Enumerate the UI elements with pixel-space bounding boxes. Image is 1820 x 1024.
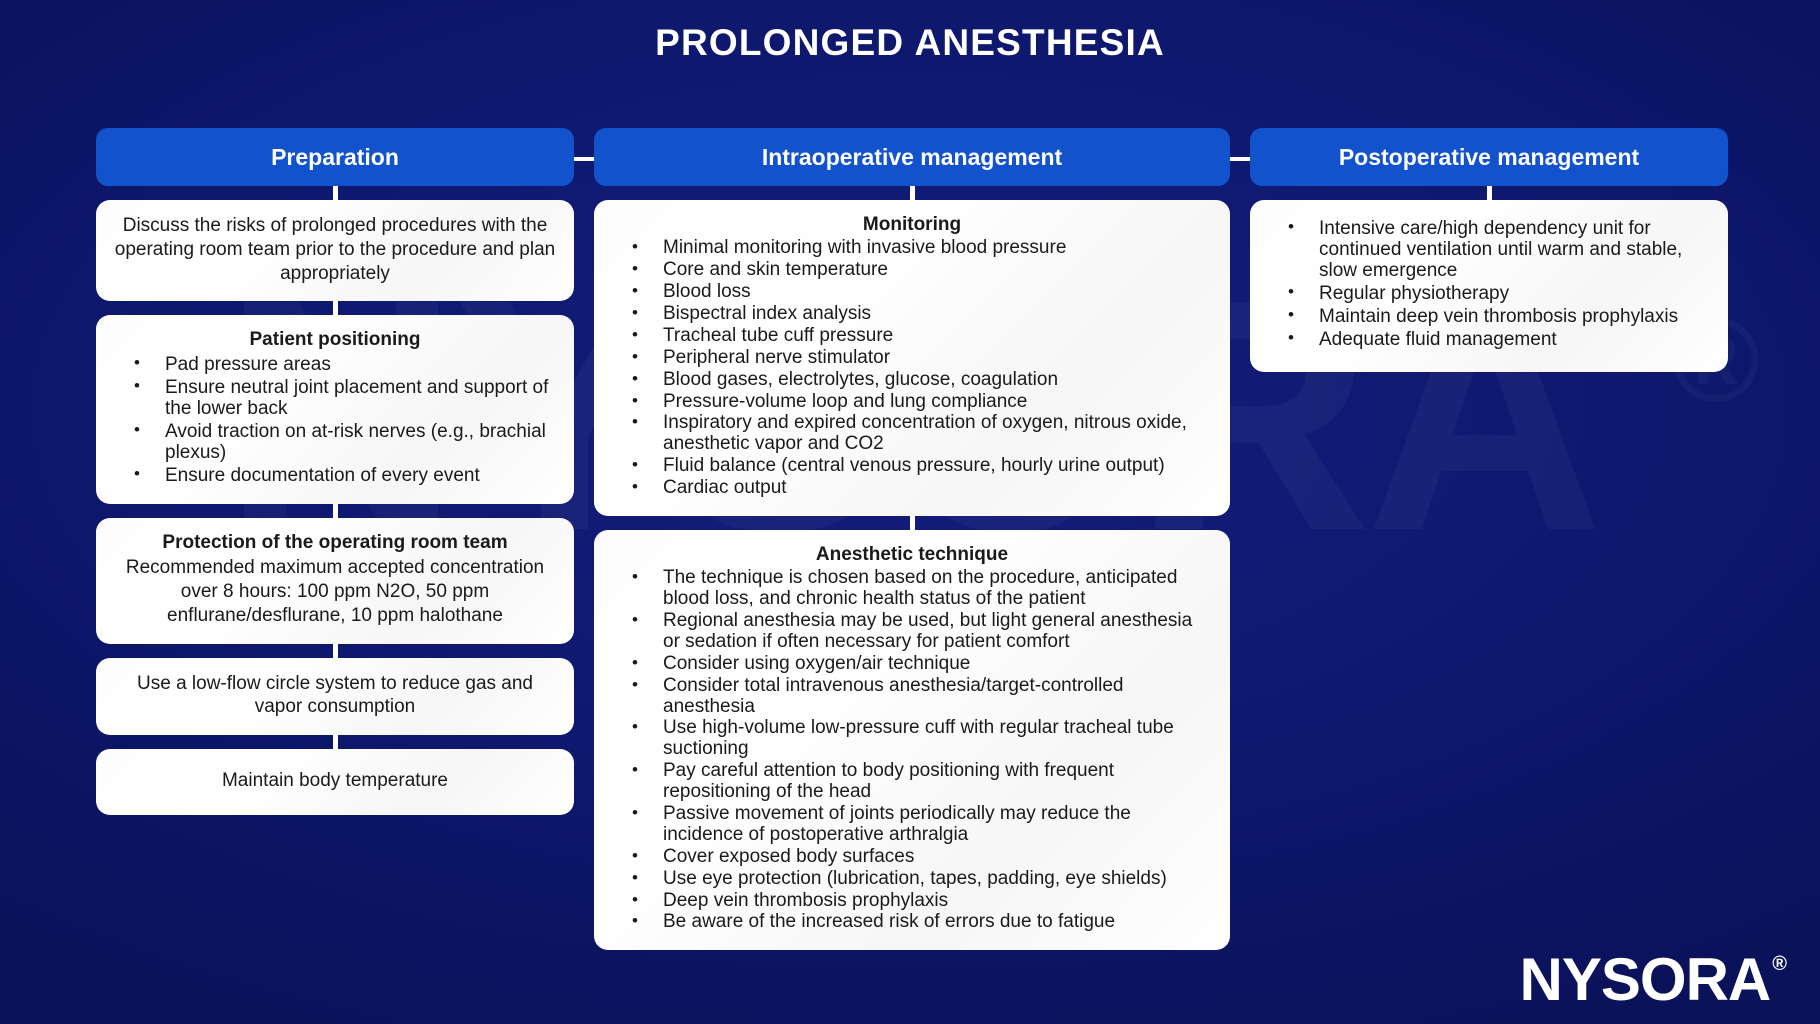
card-text: Discuss the risks of prolonged procedures with the operating room team prior to the procedure and plan appropriately bbox=[114, 215, 556, 284]
list-item: • Fluid balance (central venous pressure, hourly urine output) bbox=[612, 456, 1212, 477]
card-title: Anesthetic technique bbox=[815, 543, 1009, 565]
card-patient-positioning[interactable] bbox=[96, 315, 574, 504]
list-item: • Pad pressure areas bbox=[114, 354, 556, 375]
vertical-connector bbox=[1487, 186, 1492, 200]
list-item: • Bispectral index analysis bbox=[612, 304, 1212, 325]
card-monitoring[interactable] bbox=[594, 200, 1230, 516]
list-item: • Avoid traction on at-risk nerves (e.g., brachial plexus) bbox=[114, 421, 556, 463]
list-item: • Ensure documentation of every event bbox=[114, 465, 556, 486]
column-header-label: Preparation bbox=[271, 143, 399, 170]
list-item: • Blood loss bbox=[612, 282, 1212, 303]
vertical-connector bbox=[333, 504, 338, 518]
bullet-list bbox=[612, 238, 1212, 499]
column-header-label: Postoperative management bbox=[1338, 143, 1640, 170]
card-title: Patient positioning bbox=[249, 329, 421, 351]
card-title: Monitoring bbox=[862, 214, 962, 235]
vertical-connector bbox=[333, 735, 338, 749]
list-item: • Use eye protection (lubrication, tapes, padding, eye shields) bbox=[612, 869, 1212, 890]
flowchart-columns bbox=[96, 128, 1728, 950]
list-item: • Blood gases, electrolytes, glucose, coagulation bbox=[612, 370, 1212, 391]
registered-trademark-icon: ® bbox=[1772, 953, 1786, 975]
list-item: • The technique is chosen based on the procedure, anticipated blood loss, and chronic health status of the patient bbox=[612, 568, 1212, 610]
card-text: Recommended maximum accepted concentration over 8 hours: 100 ppm N2O, 50 ppm enflurane/desflurane, 10 ppm halothane bbox=[125, 557, 545, 626]
list-item: • Deep vein thrombosis prophylaxis bbox=[612, 891, 1212, 912]
list-item: • Pay careful attention to body positioning with frequent repositioning of the head bbox=[612, 761, 1212, 803]
bullet-list bbox=[612, 568, 1212, 933]
card-postoperative-care[interactable] bbox=[1250, 200, 1728, 372]
card-protection-or-team[interactable] bbox=[96, 518, 574, 644]
nysora-logo bbox=[1519, 946, 1786, 1013]
vertical-connector bbox=[910, 186, 915, 200]
list-item: • Peripheral nerve stimulator bbox=[612, 348, 1212, 369]
vertical-connector bbox=[333, 186, 338, 200]
vertical-connector bbox=[333, 301, 338, 315]
page-title: PROLONGED ANESTHESIA bbox=[655, 22, 1165, 63]
list-item: • Adequate fluid management bbox=[1268, 329, 1710, 350]
vertical-connector bbox=[333, 644, 338, 658]
list-item: • Minimal monitoring with invasive blood pressure bbox=[612, 238, 1212, 259]
list-item: • Inspiratory and expired concentration of oxygen, nitrous oxide, anesthetic vapor and CO2 bbox=[612, 413, 1212, 455]
bullet-list bbox=[114, 354, 556, 486]
list-item: • Ensure neutral joint placement and support of the lower back bbox=[114, 377, 556, 419]
list-item: • Use high-volume low-pressure cuff with regular tracheal tube suctioning bbox=[612, 718, 1212, 760]
column-header-preparation[interactable] bbox=[96, 128, 574, 186]
card-low-flow-circle-system[interactable] bbox=[96, 658, 574, 736]
list-item: • Consider using oxygen/air technique bbox=[612, 654, 1212, 675]
list-item: • Pressure-volume loop and lung compliance bbox=[612, 392, 1212, 413]
list-item: • Cover exposed body surfaces bbox=[612, 847, 1212, 868]
list-item: • Tracheal tube cuff pressure bbox=[612, 326, 1212, 347]
list-item: • Consider total intravenous anesthesia/target-controlled anesthesia bbox=[612, 676, 1212, 718]
card-title: Protection of the operating room team bbox=[162, 531, 508, 553]
list-item: • Passive movement of joints periodically may reduce the incidence of postoperative arthralgia bbox=[612, 804, 1212, 846]
card-text: Use a low-flow circle system to reduce gas and vapor consumption bbox=[137, 672, 533, 718]
column-header-postoperative[interactable] bbox=[1250, 128, 1728, 186]
list-item: • Be aware of the increased risk of errors due to fatigue bbox=[612, 912, 1212, 933]
column-header-intraoperative[interactable] bbox=[594, 128, 1230, 186]
card-anesthetic-technique[interactable] bbox=[594, 530, 1230, 950]
list-item: • Intensive care/high dependency unit for continued ventilation until warm and stable, slow emergence bbox=[1268, 218, 1710, 281]
list-item: • Core and skin temperature bbox=[612, 260, 1212, 281]
column-postoperative bbox=[1250, 128, 1728, 950]
column-header-label: Intraoperative management bbox=[761, 143, 1063, 170]
bullet-list bbox=[1268, 218, 1710, 350]
list-item: • Maintain deep vein thrombosis prophylaxis bbox=[1268, 306, 1710, 327]
column-preparation bbox=[96, 128, 574, 950]
list-item: • Cardiac output bbox=[612, 478, 1212, 499]
vertical-connector bbox=[910, 516, 915, 530]
card-maintain-body-temperature[interactable] bbox=[96, 749, 574, 815]
card-discuss-risks[interactable] bbox=[96, 200, 574, 301]
list-item: • Regular physiotherapy bbox=[1268, 283, 1710, 304]
list-item: • Regional anesthesia may be used, but light general anesthesia or sedation if often necessary for patient comfort bbox=[612, 611, 1212, 653]
column-intraoperative bbox=[594, 128, 1230, 950]
nysora-logo-text: NYSORA bbox=[1519, 946, 1771, 1013]
card-text: Maintain body temperature bbox=[221, 770, 448, 791]
